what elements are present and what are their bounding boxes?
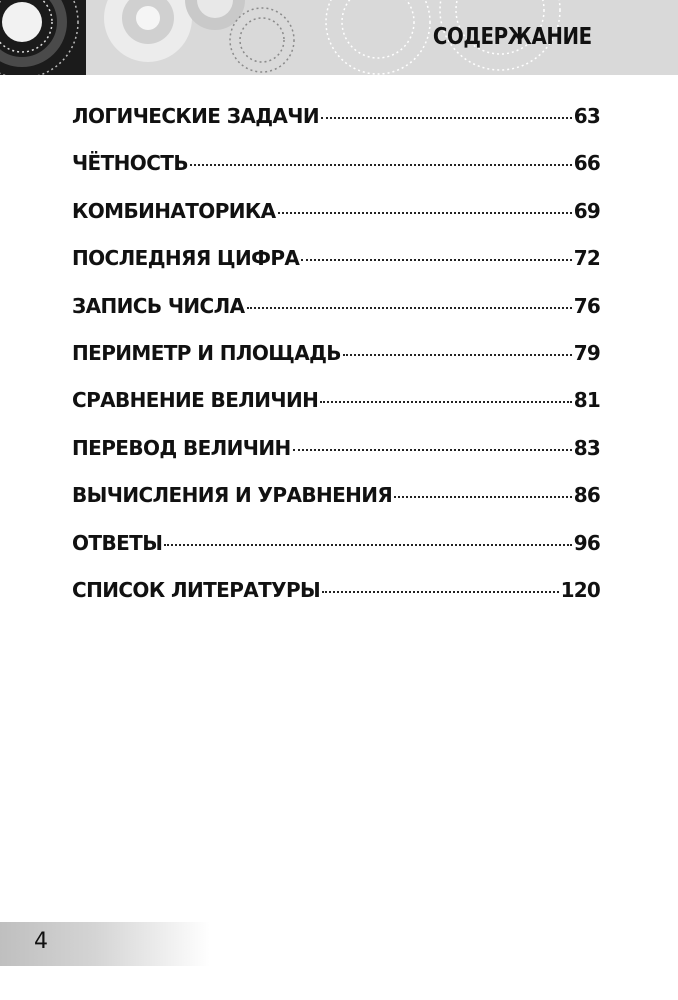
- dot-leader: [247, 307, 572, 309]
- toc-entry-title: ЛОГИЧЕСКИЕ ЗАДАЧИ: [72, 104, 319, 128]
- dot-leader: [293, 449, 572, 451]
- toc-entry-title: ЗАПИСЬ ЧИСЛА: [72, 293, 245, 318]
- footer-band: [0, 922, 210, 966]
- toc-entry-page: 72: [573, 246, 600, 271]
- page-title: СОДЕРЖАНИЕ: [433, 24, 592, 50]
- toc-entry[interactable]: [72, 246, 600, 293]
- toc-entry-page: 63: [573, 104, 600, 128]
- toc-entry[interactable]: [72, 294, 600, 341]
- toc-entry[interactable]: [72, 151, 600, 198]
- toc-entry[interactable]: [72, 104, 600, 151]
- toc-entry[interactable]: [72, 388, 600, 435]
- toc-entry[interactable]: [72, 436, 600, 483]
- toc-entry-page: 69: [573, 198, 600, 223]
- toc-entry-title: ПЕРИМЕТР И ПЛОЩАДЬ: [72, 340, 341, 365]
- toc-entry-page: 86: [573, 483, 600, 508]
- dot-leader: [394, 496, 572, 498]
- toc-entry-title: ЧЁТНОСТЬ: [72, 151, 188, 176]
- toc-entry-page: 76: [573, 293, 600, 318]
- dot-leader: [320, 401, 572, 403]
- dot-leader: [301, 259, 571, 261]
- toc-entry[interactable]: [72, 483, 600, 530]
- toc-entry[interactable]: [72, 578, 600, 625]
- toc-entry-page: 120: [560, 577, 600, 602]
- dot-leader: [164, 544, 571, 546]
- toc-entry-page: 83: [573, 435, 600, 460]
- toc-entry-page: 79: [573, 340, 600, 365]
- toc-entry[interactable]: [72, 341, 600, 388]
- toc-entry-title: ПОСЛЕДНЯЯ ЦИФРА: [72, 246, 300, 271]
- toc-entry[interactable]: [72, 531, 600, 578]
- page-header: [0, 0, 678, 75]
- toc-entry-title: КОМБИНАТОРИКА: [72, 198, 276, 223]
- toc-entry-title: ОТВЕТЫ: [72, 530, 163, 555]
- dot-leader: [343, 354, 572, 356]
- toc-entry-title: СРАВНЕНИЕ ВЕЛИЧИН: [72, 388, 319, 413]
- toc-entry-title: ВЫЧИСЛЕНИЯ И УРАВНЕНИЯ: [72, 483, 393, 508]
- dot-leader: [278, 212, 572, 214]
- toc-entry-page: 81: [573, 388, 600, 413]
- toc-entry[interactable]: [72, 199, 600, 246]
- toc-entry-page: 66: [573, 151, 600, 176]
- toc-entry-page: 96: [573, 530, 600, 555]
- dot-leader: [321, 117, 572, 119]
- dot-leader: [190, 164, 572, 166]
- table-of-contents: [72, 104, 600, 625]
- toc-entry-title: СПИСОК ЛИТЕРАТУРЫ: [72, 577, 321, 602]
- page-number: 4: [34, 929, 48, 954]
- toc-entry-title: ПЕРЕВОД ВЕЛИЧИН: [72, 435, 291, 460]
- dot-leader: [322, 591, 558, 593]
